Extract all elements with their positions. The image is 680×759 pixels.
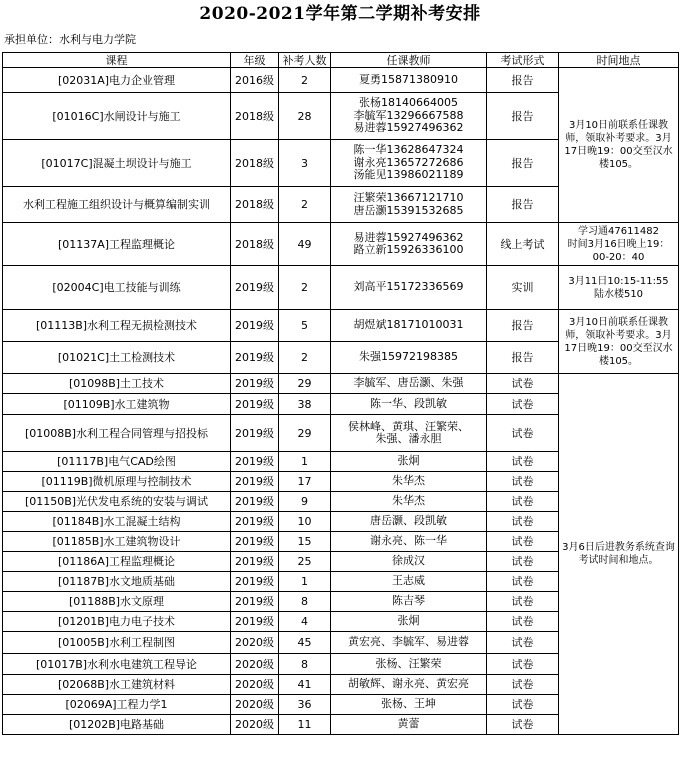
count-cell: 41 bbox=[279, 675, 331, 695]
course-cell: [01202B]电路基础 bbox=[3, 715, 231, 735]
teacher-cell: 陈一华、段凯敏 bbox=[331, 394, 487, 415]
count-cell: 3 bbox=[279, 140, 331, 187]
exam-form-cell: 试卷 bbox=[487, 374, 559, 394]
count-cell: 1 bbox=[279, 452, 331, 472]
grade-cell: 2018级 bbox=[231, 93, 279, 140]
organizer-label: 承担单位：水利与电力学院 bbox=[4, 33, 136, 46]
count-cell: 10 bbox=[279, 512, 331, 532]
time-location-cell: 学习通47611482 时间3月16日晚上19：00-20：40 bbox=[559, 223, 679, 266]
table-row bbox=[3, 310, 679, 342]
exam-form-cell: 试卷 bbox=[487, 632, 559, 654]
time-location-cell: 3月6日后进教务系统查询考试时间和地点。 bbox=[559, 374, 679, 735]
exam-form-cell: 试卷 bbox=[487, 415, 559, 452]
count-cell: 5 bbox=[279, 310, 331, 342]
header-count: 补考人数 bbox=[279, 53, 331, 68]
teacher-cell: 李毓军、唐岳灏、朱强 bbox=[331, 374, 487, 394]
course-cell: [01017B]水利水电建筑工程导论 bbox=[3, 654, 231, 675]
exam-form-cell: 报告 bbox=[487, 310, 559, 342]
grade-cell: 2019级 bbox=[231, 266, 279, 310]
exam-form-cell: 报告 bbox=[487, 93, 559, 140]
grade-cell: 2019级 bbox=[231, 452, 279, 472]
count-cell: 2 bbox=[279, 342, 331, 374]
exam-form-cell: 试卷 bbox=[487, 572, 559, 592]
header-course: 课程 bbox=[3, 53, 231, 68]
exam-form-cell: 报告 bbox=[487, 187, 559, 223]
teacher-cell: 张杨、王坤 bbox=[331, 695, 487, 715]
course-cell: [01150B]光伏发电系统的安装与调试 bbox=[3, 492, 231, 512]
course-cell: [01185B]水工建筑物设计 bbox=[3, 532, 231, 552]
teacher-cell: 陈吉琴 bbox=[331, 592, 487, 612]
teacher-cell: 黄蕾 bbox=[331, 715, 487, 735]
count-cell: 17 bbox=[279, 472, 331, 492]
teacher-cell: 张炯 bbox=[331, 452, 487, 472]
course-cell: [01201B]电力电子技术 bbox=[3, 612, 231, 632]
teacher-cell: 张杨、汪繁荣 bbox=[331, 654, 487, 675]
teacher-cell: 朱华杰 bbox=[331, 492, 487, 512]
grade-cell: 2020级 bbox=[231, 695, 279, 715]
time-location-cell: 3月10日前联系任课教师，领取补考要求。3月17日晚19：00交至汉水楼105。 bbox=[559, 310, 679, 374]
grade-cell: 2019级 bbox=[231, 394, 279, 415]
teacher-cell: 王志威 bbox=[331, 572, 487, 592]
course-cell: [01117B]电气CAD绘图 bbox=[3, 452, 231, 472]
course-cell: [01184B]水工混凝土结构 bbox=[3, 512, 231, 532]
course-cell: [01137A]工程监理概论 bbox=[3, 223, 231, 266]
course-cell: [01098B]土工技术 bbox=[3, 374, 231, 394]
course-cell: [02068B]水工建筑材料 bbox=[3, 675, 231, 695]
count-cell: 49 bbox=[279, 223, 331, 266]
count-cell: 29 bbox=[279, 415, 331, 452]
teacher-cell: 胡煜斌18171010031 bbox=[331, 310, 487, 342]
table-row bbox=[3, 223, 679, 266]
grade-cell: 2020级 bbox=[231, 632, 279, 654]
exam-form-cell: 试卷 bbox=[487, 552, 559, 572]
grade-cell: 2019级 bbox=[231, 592, 279, 612]
exam-form-cell: 线上考试 bbox=[487, 223, 559, 266]
grade-cell: 2019级 bbox=[231, 492, 279, 512]
count-cell: 38 bbox=[279, 394, 331, 415]
exam-form-cell: 试卷 bbox=[487, 715, 559, 735]
table-header-row bbox=[3, 53, 679, 68]
grade-cell: 2019级 bbox=[231, 342, 279, 374]
grade-cell: 2019级 bbox=[231, 612, 279, 632]
grade-cell: 2019级 bbox=[231, 572, 279, 592]
header-exam-form: 考试形式 bbox=[487, 53, 559, 68]
course-cell: [01187B]水文地质基础 bbox=[3, 572, 231, 592]
exam-form-cell: 试卷 bbox=[487, 452, 559, 472]
course-cell: [02069A]工程力学1 bbox=[3, 695, 231, 715]
count-cell: 28 bbox=[279, 93, 331, 140]
course-cell: 水利工程施工组织设计与概算编制实训 bbox=[3, 187, 231, 223]
grade-cell: 2019级 bbox=[231, 310, 279, 342]
header-time-location: 时间地点 bbox=[559, 53, 679, 68]
exam-form-cell: 报告 bbox=[487, 68, 559, 93]
exam-form-cell: 试卷 bbox=[487, 612, 559, 632]
exam-form-cell: 试卷 bbox=[487, 472, 559, 492]
teacher-cell: 刘高平15172336569 bbox=[331, 266, 487, 310]
count-cell: 2 bbox=[279, 266, 331, 310]
teacher-cell: 黄宏亮、李毓军、易进蓉 bbox=[331, 632, 487, 654]
teacher-cell: 谢永亮、陈一华 bbox=[331, 532, 487, 552]
exam-form-cell: 试卷 bbox=[487, 394, 559, 415]
count-cell: 15 bbox=[279, 532, 331, 552]
count-cell: 1 bbox=[279, 572, 331, 592]
count-cell: 45 bbox=[279, 632, 331, 654]
grade-cell: 2019级 bbox=[231, 472, 279, 492]
exam-form-cell: 试卷 bbox=[487, 532, 559, 552]
teacher-cell: 张杨18140664005 李毓军13296667588 易进蓉15927496362 bbox=[331, 93, 487, 140]
course-cell: [01008B]水利工程合同管理与招投标 bbox=[3, 415, 231, 452]
count-cell: 9 bbox=[279, 492, 331, 512]
count-cell: 11 bbox=[279, 715, 331, 735]
grade-cell: 2018级 bbox=[231, 223, 279, 266]
time-location-cell: 3月10日前联系任课教师，领取补考要求。3月17日晚19：00交至汉水楼105。 bbox=[559, 68, 679, 223]
exam-form-cell: 报告 bbox=[487, 140, 559, 187]
course-cell: [01021C]土工检测技术 bbox=[3, 342, 231, 374]
course-cell: [02004C]电工技能与训练 bbox=[3, 266, 231, 310]
exam-form-cell: 实训 bbox=[487, 266, 559, 310]
exam-form-cell: 试卷 bbox=[487, 592, 559, 612]
teacher-cell: 张炯 bbox=[331, 612, 487, 632]
teacher-cell: 汪繁荣13667121710 唐岳灏15391532685 bbox=[331, 187, 487, 223]
table-row bbox=[3, 266, 679, 310]
course-cell: [01186A]工程监理概论 bbox=[3, 552, 231, 572]
header-teacher: 任课教师 bbox=[331, 53, 487, 68]
course-cell: [01017C]混凝土坝设计与施工 bbox=[3, 140, 231, 187]
count-cell: 36 bbox=[279, 695, 331, 715]
grade-cell: 2018级 bbox=[231, 140, 279, 187]
count-cell: 2 bbox=[279, 68, 331, 93]
grade-cell: 2019级 bbox=[231, 532, 279, 552]
teacher-cell: 侯林峰、黄琪、汪繁荣、 朱强、潘永胆 bbox=[331, 415, 487, 452]
teacher-cell: 朱华杰 bbox=[331, 472, 487, 492]
page-title: 2020-2021学年第二学期补考安排 bbox=[199, 4, 481, 24]
count-cell: 25 bbox=[279, 552, 331, 572]
grade-cell: 2019级 bbox=[231, 415, 279, 452]
teacher-cell: 朱强15972198385 bbox=[331, 342, 487, 374]
count-cell: 29 bbox=[279, 374, 331, 394]
count-cell: 2 bbox=[279, 187, 331, 223]
course-cell: [01005B]水利工程制图 bbox=[3, 632, 231, 654]
course-cell: [01109B]水工建筑物 bbox=[3, 394, 231, 415]
grade-cell: 2020级 bbox=[231, 715, 279, 735]
table-row bbox=[3, 68, 679, 93]
grade-cell: 2019级 bbox=[231, 552, 279, 572]
exam-form-cell: 试卷 bbox=[487, 675, 559, 695]
header-grade: 年级 bbox=[231, 53, 279, 68]
time-location-cell: 3月11日10:15-11:55 陆水楼510 bbox=[559, 266, 679, 310]
exam-form-cell: 报告 bbox=[487, 342, 559, 374]
teacher-cell: 易进蓉15927496362 路立新15926336100 bbox=[331, 223, 487, 266]
grade-cell: 2020级 bbox=[231, 675, 279, 695]
count-cell: 4 bbox=[279, 612, 331, 632]
teacher-cell: 陈一华13628647324 谢永亮13657272686 汤能见13986021189 bbox=[331, 140, 487, 187]
exam-form-cell: 试卷 bbox=[487, 695, 559, 715]
teacher-cell: 徐成汉 bbox=[331, 552, 487, 572]
grade-cell: 2019级 bbox=[231, 374, 279, 394]
course-cell: [02031A]电力企业管理 bbox=[3, 68, 231, 93]
teacher-cell: 胡敏辉、谢永亮、黄宏亮 bbox=[331, 675, 487, 695]
exam-form-cell: 试卷 bbox=[487, 512, 559, 532]
exam-form-cell: 试卷 bbox=[487, 492, 559, 512]
course-cell: [01113B]水利工程无损检测技术 bbox=[3, 310, 231, 342]
count-cell: 8 bbox=[279, 592, 331, 612]
teacher-cell: 唐岳灏、段凯敏 bbox=[331, 512, 487, 532]
course-cell: [01119B]微机原理与控制技术 bbox=[3, 472, 231, 492]
grade-cell: 2020级 bbox=[231, 654, 279, 675]
grade-cell: 2019级 bbox=[231, 512, 279, 532]
makeup-exam-table bbox=[2, 52, 679, 735]
grade-cell: 2016级 bbox=[231, 68, 279, 93]
grade-cell: 2018级 bbox=[231, 187, 279, 223]
count-cell: 8 bbox=[279, 654, 331, 675]
table-row bbox=[3, 374, 679, 394]
course-cell: [01016C]水闸设计与施工 bbox=[3, 93, 231, 140]
exam-form-cell: 试卷 bbox=[487, 654, 559, 675]
course-cell: [01188B]水文原理 bbox=[3, 592, 231, 612]
teacher-cell: 夏勇15871380910 bbox=[331, 68, 487, 93]
